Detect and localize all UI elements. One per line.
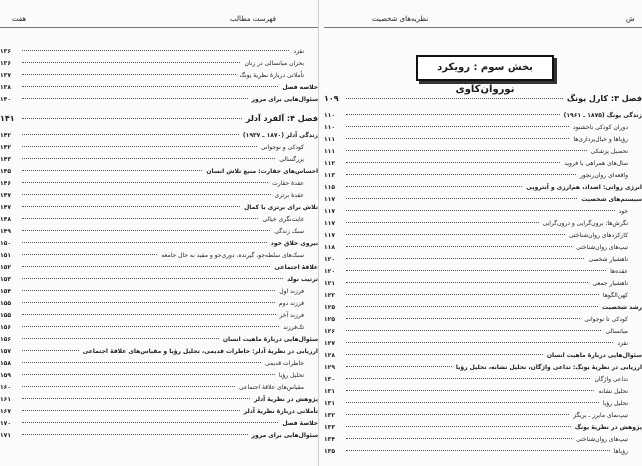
dot-leader bbox=[346, 198, 577, 199]
toc-entry bbox=[0, 238, 318, 250]
toc-entry bbox=[324, 158, 642, 170]
toc-entry bbox=[324, 254, 642, 266]
toc-page-number: ۱۳۸ bbox=[0, 84, 11, 91]
toc-entry bbox=[324, 290, 642, 302]
dot-leader bbox=[346, 210, 615, 211]
dot-leader bbox=[22, 50, 289, 51]
toc-entry-title: تک‌فرزند bbox=[283, 324, 304, 331]
toc-entry-title: ارزیابی در نظریهٔ یونگ: تداعی واژگان، تحلیل نشانه، تحلیل رؤیا bbox=[455, 364, 642, 371]
toc-entry-title: سال‌های همراهی با فروید bbox=[564, 160, 628, 167]
toc-page-number: ۱۳۰ bbox=[324, 376, 335, 383]
toc-page-number: ۱۱۱ bbox=[324, 148, 335, 155]
toc-entry bbox=[324, 170, 642, 182]
dot-leader bbox=[22, 218, 258, 219]
dot-leader bbox=[346, 330, 601, 331]
toc-page-number: ۱۲۰ bbox=[324, 268, 335, 275]
dot-leader bbox=[22, 302, 275, 303]
dot-leader bbox=[346, 222, 539, 223]
toc-page-number: ۱۴۳ bbox=[0, 156, 11, 163]
page-number-label: هفت bbox=[12, 15, 27, 23]
toc-entry-title: پژوهش در نظریهٔ یونگ bbox=[574, 424, 642, 431]
toc-entry bbox=[324, 278, 642, 290]
toc-entry-title: خلاصهٔ فصل bbox=[282, 420, 318, 427]
toc-entry-title: نگرش‌ها: برون‌گرایی و درون‌گرایی bbox=[542, 220, 628, 227]
dot-leader bbox=[346, 174, 576, 175]
left-page-header bbox=[0, 15, 318, 28]
toc-entry-title: زندگی یونگ (۱۸۷۵ ـ ۱۹۶۱) bbox=[563, 112, 642, 119]
dot-leader bbox=[22, 182, 268, 183]
page-number-label: ش bbox=[626, 15, 635, 23]
toc-entry-title: کودکی تا نوجوانی bbox=[584, 316, 628, 323]
toc-entry bbox=[0, 286, 318, 298]
toc-entry-title: نقزد bbox=[293, 48, 304, 55]
toc-entry-title: عقدهٔ حقارت bbox=[272, 180, 304, 187]
toc-page-number: ۱۲۷ bbox=[324, 340, 335, 347]
dot-leader bbox=[22, 422, 278, 423]
toc-entry bbox=[0, 82, 318, 94]
toc-page-number: ۱۵۷ bbox=[0, 348, 11, 355]
toc-entry-title: مقیاس‌های علاقهٔ اجتماعی bbox=[238, 384, 304, 391]
dot-leader bbox=[22, 374, 275, 375]
toc-page-number: ۱۳۲ bbox=[324, 412, 335, 419]
dot-leader bbox=[22, 194, 271, 195]
toc-page-number: ۱۶۷ bbox=[0, 408, 11, 415]
toc-page-number: ۱۴۵ bbox=[0, 168, 11, 175]
toc-entry bbox=[0, 346, 318, 358]
toc-entry-title: ناهشیار جمعی bbox=[592, 280, 628, 287]
toc-entry bbox=[324, 302, 642, 314]
dot-leader bbox=[22, 170, 202, 171]
toc-entry-title: سئوال‌هایی برای مرور bbox=[251, 432, 318, 439]
toc-entry bbox=[324, 362, 642, 374]
toc-entry bbox=[324, 374, 642, 386]
toc-entry-title: کودکی و نوجوانی bbox=[260, 144, 304, 151]
dot-leader bbox=[346, 270, 606, 271]
dot-leader bbox=[22, 314, 276, 315]
toc-page-number: ۱۵۶ bbox=[0, 336, 11, 343]
toc-entry bbox=[324, 230, 642, 242]
toc-page-number: ۱۲۲ bbox=[324, 292, 335, 299]
toc-page-number: ۱۴۲ bbox=[0, 132, 11, 139]
toc-entry-title: فصل ۴: آلفرد آدلر bbox=[245, 114, 318, 123]
left-toc bbox=[0, 46, 318, 442]
toc-page-number: ۱۶۱ bbox=[0, 396, 11, 403]
toc-entry bbox=[324, 314, 642, 326]
toc-entry-title: خود bbox=[618, 208, 628, 215]
toc-entry bbox=[0, 382, 318, 394]
toc-entry-title: عقده‌ها bbox=[610, 268, 628, 275]
toc-page-number: ۱۳۳ bbox=[324, 424, 335, 431]
section-title-box: بخش سوم : رویکرد نوروان‌کاوی bbox=[416, 55, 554, 81]
toc-entry-title: تأملاتی دربارهٔ نظریهٔ یونگ bbox=[239, 72, 304, 79]
toc-entry bbox=[324, 242, 642, 254]
toc-page-number: ۱۵۵ bbox=[0, 312, 11, 319]
toc-page-number: ۱۲۸ bbox=[324, 352, 335, 359]
dot-leader bbox=[346, 450, 610, 451]
dot-leader bbox=[22, 362, 261, 363]
toc-page-number: ۱۵۶ bbox=[0, 324, 11, 331]
toc-entry bbox=[0, 394, 318, 406]
toc-entry-title: علاقهٔ اجتماعی bbox=[274, 264, 318, 271]
dot-leader bbox=[22, 134, 239, 135]
toc-page-number: ۱۵۹ bbox=[0, 372, 11, 379]
toc-page-number: ۱۲۰ bbox=[324, 256, 335, 263]
toc-entry-title: تیپ‌های روان‌شناختی bbox=[575, 436, 628, 443]
toc-page-number: ۱۱۱ bbox=[324, 136, 335, 143]
toc-entry bbox=[324, 194, 642, 206]
toc-page-number: ۱۱۰ bbox=[324, 112, 335, 119]
dot-leader bbox=[22, 398, 250, 399]
toc-entry bbox=[324, 434, 642, 446]
toc-page-number: ۱۵۰ bbox=[0, 240, 11, 247]
toc-page-number: ۱۲۹ bbox=[324, 364, 335, 371]
toc-page-number: ۱۵۲ bbox=[0, 264, 11, 271]
toc-entry-title: سیستم‌های شخصیت bbox=[581, 196, 642, 203]
toc-page-number: ۱۵۱ bbox=[0, 252, 11, 259]
dot-leader bbox=[346, 282, 588, 283]
toc-entry bbox=[0, 418, 318, 430]
toc-entry bbox=[0, 310, 318, 322]
toc-page-number: ۱۲۱ bbox=[324, 280, 335, 287]
toc-page-number: ۱۳۶ bbox=[0, 60, 11, 67]
toc-entry bbox=[324, 326, 642, 338]
toc-entry-title: تحلیل رؤیا bbox=[278, 372, 304, 379]
toc-entry-title: فرزند دوم bbox=[278, 300, 304, 307]
toc-entry-title: غایت‌نگری خیالی bbox=[262, 216, 304, 223]
toc-page-number: ۱۱۷ bbox=[324, 232, 335, 239]
toc-page-number: ۱۳۶ bbox=[0, 48, 11, 55]
toc-entry-title: پژوهش در نظریهٔ آدلر bbox=[254, 396, 318, 403]
toc-page-number: ۱۰۹ bbox=[324, 94, 339, 103]
dot-leader bbox=[22, 266, 270, 267]
toc-entry-title: احساس‌های حقارت: منبع تلاش انسان bbox=[206, 168, 318, 175]
toc-entry bbox=[324, 206, 642, 218]
dot-leader bbox=[346, 234, 565, 235]
toc-entry-title: بزرگسالی bbox=[279, 156, 304, 163]
right-page-header bbox=[324, 15, 642, 28]
toc-entry-title: فرزند آخر bbox=[279, 312, 304, 319]
toc-entry-title: ارزیابی در نظریهٔ آدلر: خاطرات قدیمی، تحلیل رؤیا و مقیاس‌های علاقهٔ اجتماعی bbox=[82, 348, 318, 355]
dot-leader bbox=[346, 342, 613, 343]
right-toc bbox=[324, 86, 642, 458]
toc-page-number: ۱۷۱ bbox=[0, 432, 11, 439]
toc-page-number: ۱۱۷ bbox=[324, 208, 335, 215]
toc-entry-title: فرزند اول bbox=[279, 288, 304, 295]
dot-leader bbox=[346, 114, 560, 115]
toc-entry-title: واقعه‌ای روان‌رنجور bbox=[579, 172, 628, 179]
dot-leader bbox=[22, 158, 275, 159]
toc-chapter bbox=[0, 112, 318, 126]
toc-entry bbox=[324, 266, 642, 278]
toc-page-number: ۱۳۴ bbox=[324, 436, 335, 443]
toc-page-number: ۱۴۹ bbox=[0, 228, 11, 235]
dot-leader bbox=[22, 206, 240, 207]
toc-entry-title: میانسالی bbox=[605, 328, 628, 335]
toc-entry-title: انرژی روانی: اضداد، هم‌ارزی و آنتروپی bbox=[526, 184, 642, 191]
running-head: فهرست مطالب bbox=[230, 15, 277, 23]
dot-leader bbox=[22, 242, 267, 243]
toc-page-number: ۱۷۰ bbox=[0, 420, 11, 427]
toc-page-number: ۱۳۵ bbox=[324, 448, 335, 455]
dot-leader bbox=[22, 386, 235, 387]
running-head: نظریه‌های شخصیت bbox=[372, 15, 429, 23]
toc-entry bbox=[324, 338, 642, 350]
toc-entry bbox=[0, 202, 318, 214]
toc-entry bbox=[324, 182, 642, 194]
dot-leader bbox=[346, 258, 584, 259]
toc-entry bbox=[0, 334, 318, 346]
toc-entry-title: تلاش برای برتری یا کمال bbox=[244, 204, 318, 211]
toc-entry-title: سئوال‌هایی دربارهٔ ماهیت انسان bbox=[222, 336, 318, 343]
dot-leader bbox=[22, 254, 157, 255]
dot-leader bbox=[346, 378, 590, 379]
toc-entry-title: تیپ‌نمای مایرز ـ بریگز bbox=[573, 412, 628, 419]
toc-entry bbox=[0, 274, 318, 286]
toc-page-number: ۱۲۵ bbox=[324, 316, 335, 323]
toc-page-number: ۱۲۶ bbox=[324, 328, 335, 335]
dot-leader bbox=[22, 410, 240, 411]
toc-entry bbox=[0, 178, 318, 190]
dot-leader bbox=[22, 350, 79, 351]
toc-entry bbox=[0, 370, 318, 382]
dot-leader bbox=[346, 426, 571, 427]
toc-page-number: ۱۱۷ bbox=[324, 220, 335, 227]
toc-page-number: ۱۳۱ bbox=[324, 400, 335, 407]
toc-page-number: ۱۳۱ bbox=[324, 388, 335, 395]
toc-entry-title: سئوال‌هایی برای مرور bbox=[251, 96, 318, 103]
toc-page-number: ۱۵۵ bbox=[0, 300, 11, 307]
toc-entry-title: تداعی واژگان bbox=[594, 376, 628, 383]
toc-entry bbox=[0, 430, 318, 442]
toc-page-number: ۱۴۸ bbox=[0, 216, 11, 223]
toc-entry-title: بحران میانسالی در زنان bbox=[244, 60, 304, 67]
toc-entry bbox=[0, 154, 318, 166]
dot-leader bbox=[346, 294, 599, 295]
toc-entry bbox=[0, 70, 318, 82]
toc-entry-title: کهن‌الگوها bbox=[602, 292, 628, 299]
toc-entry-title: نیروی خلاق خود bbox=[270, 240, 318, 247]
toc-page-number: ۱۵۴ bbox=[0, 288, 11, 295]
toc-entry bbox=[324, 350, 642, 362]
dot-leader bbox=[22, 434, 248, 435]
toc-entry bbox=[0, 58, 318, 70]
toc-entry-title: خاطرات قدیمی bbox=[264, 360, 304, 367]
toc-entry bbox=[0, 130, 318, 142]
toc-entry bbox=[324, 422, 642, 434]
dot-leader bbox=[346, 306, 598, 307]
dot-leader bbox=[346, 414, 569, 415]
toc-page-number: ۱۲۵ bbox=[324, 304, 335, 311]
dot-leader bbox=[22, 326, 279, 327]
toc-entry bbox=[0, 214, 318, 226]
toc-entry bbox=[324, 446, 642, 458]
dot-leader bbox=[346, 438, 572, 439]
toc-entry-title: فصل ۳: کارل یونگ bbox=[566, 94, 642, 103]
toc-entry-title: دوران کودکی ناخشنود bbox=[573, 124, 628, 131]
dot-leader bbox=[22, 98, 248, 99]
toc-page-number: ۱۴۶ bbox=[0, 180, 11, 187]
dot-leader bbox=[346, 354, 543, 355]
toc-entry-title: ناهشیار شخصی bbox=[588, 256, 628, 263]
toc-entry bbox=[324, 122, 642, 134]
toc-chapter bbox=[324, 92, 642, 106]
toc-entry-title: خلاصه فصل bbox=[282, 84, 318, 91]
toc-entry bbox=[0, 358, 318, 370]
toc-entry bbox=[0, 46, 318, 58]
toc-entry bbox=[324, 410, 642, 422]
toc-entry-title: تحلیل رؤیا bbox=[602, 400, 628, 407]
dot-leader bbox=[22, 86, 278, 87]
toc-page-number: ۱۴۲ bbox=[0, 144, 11, 151]
toc-entry bbox=[0, 322, 318, 334]
toc-entry bbox=[0, 226, 318, 238]
toc-entry bbox=[324, 398, 642, 410]
dot-leader bbox=[22, 62, 240, 63]
toc-page-number: ۱۶۰ bbox=[0, 384, 11, 391]
toc-page-number: ۱۱۸ bbox=[324, 244, 335, 251]
toc-entry-title: تحصیل پزشکی bbox=[590, 148, 628, 155]
dot-leader bbox=[22, 74, 236, 75]
dot-leader bbox=[22, 278, 283, 279]
toc-entry bbox=[0, 142, 318, 154]
toc-entry-title: سبک زندگی bbox=[274, 228, 304, 235]
toc-entry-title: عقدهٔ برتری bbox=[274, 192, 304, 199]
dot-leader bbox=[346, 366, 452, 367]
toc-entry-title: رؤیاها و خیال‌پردازی‌ها bbox=[573, 136, 628, 143]
toc-page-number: ۱۱۵ bbox=[324, 184, 335, 191]
toc-page-number: ۱۱۲ bbox=[324, 160, 335, 167]
dot-leader bbox=[346, 186, 522, 187]
toc-page-number: ۱۵۸ bbox=[0, 360, 11, 367]
toc-entry bbox=[0, 166, 318, 178]
dot-leader bbox=[346, 150, 587, 151]
toc-entry-title: رؤیاها bbox=[613, 448, 628, 455]
toc-entry-title: زندگی آدلر (۱۸۷۰ ـ ۱۹۳۷) bbox=[242, 132, 318, 139]
dot-leader bbox=[346, 138, 569, 139]
dot-leader bbox=[22, 338, 219, 339]
toc-page-number: ۱۴۰ bbox=[0, 96, 11, 103]
toc-entry-title: سئوال‌هایی دربارهٔ ماهیت انسان bbox=[546, 352, 642, 359]
toc-entry-title: سبک‌های سلطه‌جو، گیرنده، دوری‌جو و مفید به حال جامعه bbox=[161, 252, 304, 259]
dot-leader bbox=[346, 162, 560, 163]
toc-entry-title: کارکردهای روان‌شناختی bbox=[568, 232, 628, 239]
toc-entry-title: نقزد bbox=[617, 340, 628, 347]
toc-entry-title: تحلیل نشانه bbox=[598, 388, 628, 395]
right-page bbox=[324, 0, 642, 466]
dot-leader bbox=[346, 390, 594, 391]
toc-entry bbox=[0, 190, 318, 202]
toc-entry-title: تیپ‌های روان‌شناختی bbox=[575, 244, 628, 251]
dot-leader bbox=[346, 126, 569, 127]
dot-leader bbox=[22, 118, 242, 119]
toc-page-number: ۱۳۷ bbox=[0, 72, 11, 79]
toc-entry bbox=[0, 298, 318, 310]
toc-page-number: ۱۴۷ bbox=[0, 192, 11, 199]
dot-leader bbox=[22, 290, 275, 291]
toc-page-number: ۱۱۷ bbox=[324, 196, 335, 203]
toc-entry bbox=[0, 250, 318, 262]
dot-leader bbox=[346, 402, 599, 403]
toc-entry bbox=[324, 146, 642, 158]
toc-entry bbox=[324, 218, 642, 230]
toc-entry bbox=[0, 406, 318, 418]
toc-page-number: ۱۱۳ bbox=[324, 172, 335, 179]
toc-page-number: ۱۱۰ bbox=[324, 124, 335, 131]
toc-entry-title: تأملاتی دربارهٔ نظریهٔ آدلر bbox=[243, 408, 318, 415]
toc-entry bbox=[324, 134, 642, 146]
dot-leader bbox=[346, 98, 563, 99]
toc-entry bbox=[0, 262, 318, 274]
dot-leader bbox=[22, 146, 257, 147]
dot-leader bbox=[346, 318, 580, 319]
toc-page-number: ۱۴۷ bbox=[0, 204, 11, 211]
dot-leader bbox=[346, 246, 572, 247]
toc-entry bbox=[0, 94, 318, 106]
toc-page-number: ۱۴۱ bbox=[0, 114, 15, 123]
toc-entry-title: رشد شخصیت bbox=[602, 304, 642, 311]
toc-page-number: ۱۵۳ bbox=[0, 276, 11, 283]
toc-entry bbox=[324, 386, 642, 398]
toc-entry-title: ترتیب تولد bbox=[287, 276, 318, 283]
toc-entry bbox=[324, 110, 642, 122]
left-page bbox=[0, 0, 319, 466]
dot-leader bbox=[22, 230, 270, 231]
